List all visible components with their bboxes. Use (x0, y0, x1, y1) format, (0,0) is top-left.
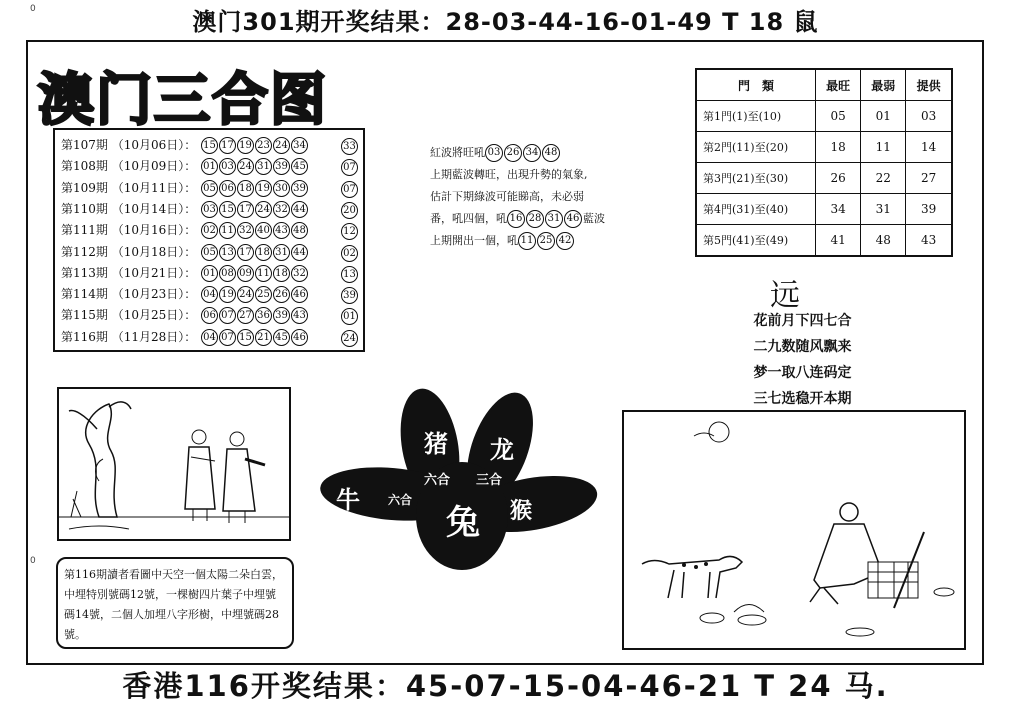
number-ball: 19 (219, 286, 236, 303)
draw-label: 第110期 （10月14日）： (61, 201, 197, 216)
petal-label-ox: 牛 (336, 486, 360, 514)
zodiac-flower (312, 386, 602, 574)
wave-number-ball: 46 (564, 210, 582, 228)
number-ball: 11 (219, 222, 236, 239)
wave-line-1-balls (485, 146, 561, 159)
number-ball: 44 (291, 201, 308, 218)
gate-value-cell: 41 (816, 225, 861, 257)
number-ball: 18 (237, 180, 254, 197)
scholars-illustration (57, 387, 291, 541)
number-ball: 04 (201, 286, 218, 303)
draw-label: 第114期 （10月23日）： (61, 287, 197, 302)
gate-row (696, 163, 952, 194)
number-ball: 03 (201, 201, 218, 218)
draw-history-box (53, 128, 365, 352)
hongkong-result-footer: 香港116开奖结果：45-07-15-04-46-21 T 24 马. (122, 669, 889, 703)
wave-analysis-text (430, 142, 650, 252)
number-ball: 05 (201, 180, 218, 197)
special-number-ball: 12 (341, 223, 358, 240)
wave-number-ball: 42 (556, 232, 574, 250)
gate-table (695, 68, 953, 257)
draw-label: 第112期 （10月18日）： (61, 244, 197, 259)
corner-mark-bottom: 0 (30, 556, 36, 566)
draw-label: 第116期 （11月28日）： (61, 329, 197, 344)
number-ball: 07 (219, 307, 236, 324)
number-ball: 03 (219, 158, 236, 175)
number-ball: 24 (237, 158, 254, 175)
petal-label-pig: 猪 (424, 430, 448, 458)
number-ball: 01 (201, 158, 218, 175)
draw-label: 第108期 （10月09日）： (61, 159, 197, 174)
number-ball: 23 (255, 137, 272, 154)
gate-value-cell: 34 (816, 194, 861, 225)
number-ball: 17 (219, 137, 236, 154)
number-ball: 24 (273, 137, 290, 154)
number-ball: 34 (291, 137, 308, 154)
wave-line-3: 估計下期綠波可能睇高，未必弱 (430, 190, 584, 203)
number-ball: 45 (273, 329, 290, 346)
wave-line-4-text: 番，吼四個，吼 (430, 212, 507, 225)
wave-line-4 (430, 208, 650, 230)
number-ball: 46 (291, 329, 308, 346)
draw-row (61, 285, 357, 306)
special-number-ball: 07 (341, 181, 358, 198)
number-ball: 31 (255, 158, 272, 175)
macau-result-header: 澳门301期开奖结果：28-03-44-16-01-49 T 18 鼠 (192, 8, 819, 36)
wave-line-2: 上期藍波轉旺，出現升勢的氣象, (430, 168, 588, 181)
gate-value-cell: 14 (906, 132, 952, 163)
wave-number-ball: 25 (537, 232, 555, 250)
special-number-ball: 24 (341, 330, 358, 347)
flower-label-liuhe-1: 六合 (424, 473, 451, 488)
page-title: 澳门三合图 (38, 68, 328, 133)
man-and-dog-illustration (622, 410, 966, 650)
gate-value-cell: 03 (906, 101, 952, 132)
number-ball: 04 (201, 329, 218, 346)
draw-label: 第113期 （10月21日）： (61, 265, 197, 280)
number-ball: 48 (291, 222, 308, 239)
wave-line-4-suffix: 藍波 (583, 212, 605, 225)
gate-row (696, 101, 952, 132)
gate-range-cell: 第2門(11)至(20) (696, 132, 816, 163)
number-ball: 24 (255, 201, 272, 218)
number-ball: 45 (291, 158, 308, 175)
special-number-ball: 20 (341, 202, 358, 219)
wave-number-ball: 31 (545, 210, 563, 228)
special-number-ball: 39 (341, 287, 358, 304)
wave-number-ball: 26 (504, 144, 522, 162)
number-ball: 19 (237, 137, 254, 154)
wave-line-1 (430, 142, 650, 164)
number-ball: 39 (273, 307, 290, 324)
number-ball: 40 (255, 222, 272, 239)
number-ball: 27 (237, 307, 254, 324)
draw-row (61, 306, 357, 327)
number-ball: 06 (201, 307, 218, 324)
poem-line-4: 三七选稳开本期 (753, 391, 852, 407)
number-ball: 17 (237, 201, 254, 218)
gate-range-cell: 第4門(31)至(40) (696, 194, 816, 225)
number-ball: 24 (237, 286, 254, 303)
poem-title: 远 (770, 278, 800, 313)
draw-label: 第107期 （10月06日）： (61, 138, 197, 152)
number-ball: 19 (255, 180, 272, 197)
gate-value-cell: 22 (861, 163, 906, 194)
number-ball: 26 (273, 286, 290, 303)
draw-label: 第115期 （10月25日）： (61, 308, 197, 323)
draw-row (61, 221, 357, 242)
number-ball: 44 (291, 244, 308, 261)
poem-line-3: 梦一取八连码定 (753, 365, 852, 381)
number-ball: 25 (255, 286, 272, 303)
petal-label-dragon: 龙 (490, 436, 514, 464)
riddle-note: 第116期讀者看圖中天空一個太陽二朵白雲，中埋特別號碼12號，一棵樹四片葉子中埋號碼14號，二個人加埋八字形樹，中埋號碼28號。 (56, 557, 294, 649)
number-ball: 43 (273, 222, 290, 239)
wave-number-ball: 48 (542, 144, 560, 162)
number-ball: 32 (237, 222, 254, 239)
number-ball: 30 (273, 180, 290, 197)
wave-number-ball: 11 (518, 232, 536, 250)
number-ball: 18 (255, 244, 272, 261)
draw-row (61, 328, 357, 349)
number-ball: 15 (237, 329, 254, 346)
number-ball: 13 (219, 244, 236, 261)
number-ball: 39 (273, 158, 290, 175)
number-ball: 05 (201, 244, 218, 261)
special-number-ball: 01 (341, 308, 358, 325)
gate-row (696, 132, 952, 163)
corner-mark-top: 0 (30, 4, 36, 14)
gate-range-cell: 第1門(1)至(10) (696, 101, 816, 132)
draw-label: 第109期 （10月11日）： (61, 180, 197, 195)
number-ball: 15 (201, 137, 218, 154)
number-ball: 08 (219, 265, 236, 282)
special-number-ball: 13 (341, 266, 358, 283)
number-ball: 01 (201, 265, 218, 282)
gate-row (696, 194, 952, 225)
draw-row (61, 200, 357, 221)
gate-table-header-row (696, 69, 952, 101)
wave-line-5-balls (518, 234, 575, 247)
flower-label-sanhe: 三合 (476, 473, 503, 488)
draw-label: 第111期 （10月16日）： (61, 223, 197, 238)
number-ball: 09 (237, 265, 254, 282)
scholars-drawing (59, 389, 289, 539)
wave-line-5 (430, 230, 650, 252)
gate-range-cell: 第3門(21)至(30) (696, 163, 816, 194)
gate-range-cell: 第5門(41)至(49) (696, 225, 816, 257)
number-ball: 36 (255, 307, 272, 324)
draw-row (61, 179, 357, 200)
gate-value-cell: 11 (861, 132, 906, 163)
special-number-ball: 07 (341, 159, 358, 176)
flower-label-liuhe-2: 六合 (388, 493, 413, 507)
wave-number-ball: 16 (507, 210, 525, 228)
special-number-ball: 33 (341, 138, 358, 155)
draw-row (61, 157, 357, 178)
wave-number-ball: 03 (485, 144, 503, 162)
flower-center-rabbit: 兔 (446, 503, 480, 543)
gate-col-header: 提供 (906, 69, 952, 101)
number-ball: 31 (273, 244, 290, 261)
number-ball: 39 (291, 180, 308, 197)
draw-row (61, 243, 357, 264)
gate-value-cell: 26 (816, 163, 861, 194)
wave-line-5-text: 上期開出一個，吼 (430, 234, 518, 247)
number-ball: 07 (219, 329, 236, 346)
number-ball: 32 (273, 201, 290, 218)
gate-value-cell: 05 (816, 101, 861, 132)
gate-value-cell: 18 (816, 132, 861, 163)
gate-col-header: 最旺 (816, 69, 861, 101)
number-ball: 43 (291, 307, 308, 324)
number-ball: 21 (255, 329, 272, 346)
number-ball: 46 (291, 286, 308, 303)
gate-value-cell: 31 (861, 194, 906, 225)
petal-label-monkey: 猴 (510, 499, 533, 524)
man-dog-drawing (624, 412, 964, 648)
number-ball: 17 (237, 244, 254, 261)
gate-row (696, 225, 952, 257)
number-ball: 18 (273, 265, 290, 282)
number-ball: 11 (255, 265, 272, 282)
gate-col-header: 門 類 (696, 69, 816, 101)
gate-col-header: 最弱 (861, 69, 906, 101)
number-ball: 06 (219, 180, 236, 197)
poem-line-1: 花前月下四七合 (753, 313, 852, 329)
number-ball: 32 (291, 265, 308, 282)
gate-value-cell: 39 (906, 194, 952, 225)
gate-value-cell: 01 (861, 101, 906, 132)
wave-line-1-text: 紅波將旺吼 (430, 146, 485, 159)
poem-line-2: 二九数随风飘来 (753, 339, 852, 355)
number-ball: 15 (219, 201, 236, 218)
draw-row (61, 264, 357, 285)
wave-number-ball: 34 (523, 144, 541, 162)
gate-value-cell: 48 (861, 225, 906, 257)
wave-line-4-balls (507, 212, 583, 225)
draw-row (61, 136, 357, 157)
gate-value-cell: 43 (906, 225, 952, 257)
number-ball: 02 (201, 222, 218, 239)
wave-number-ball: 28 (526, 210, 544, 228)
gate-value-cell: 27 (906, 163, 952, 194)
special-number-ball: 02 (341, 245, 358, 262)
